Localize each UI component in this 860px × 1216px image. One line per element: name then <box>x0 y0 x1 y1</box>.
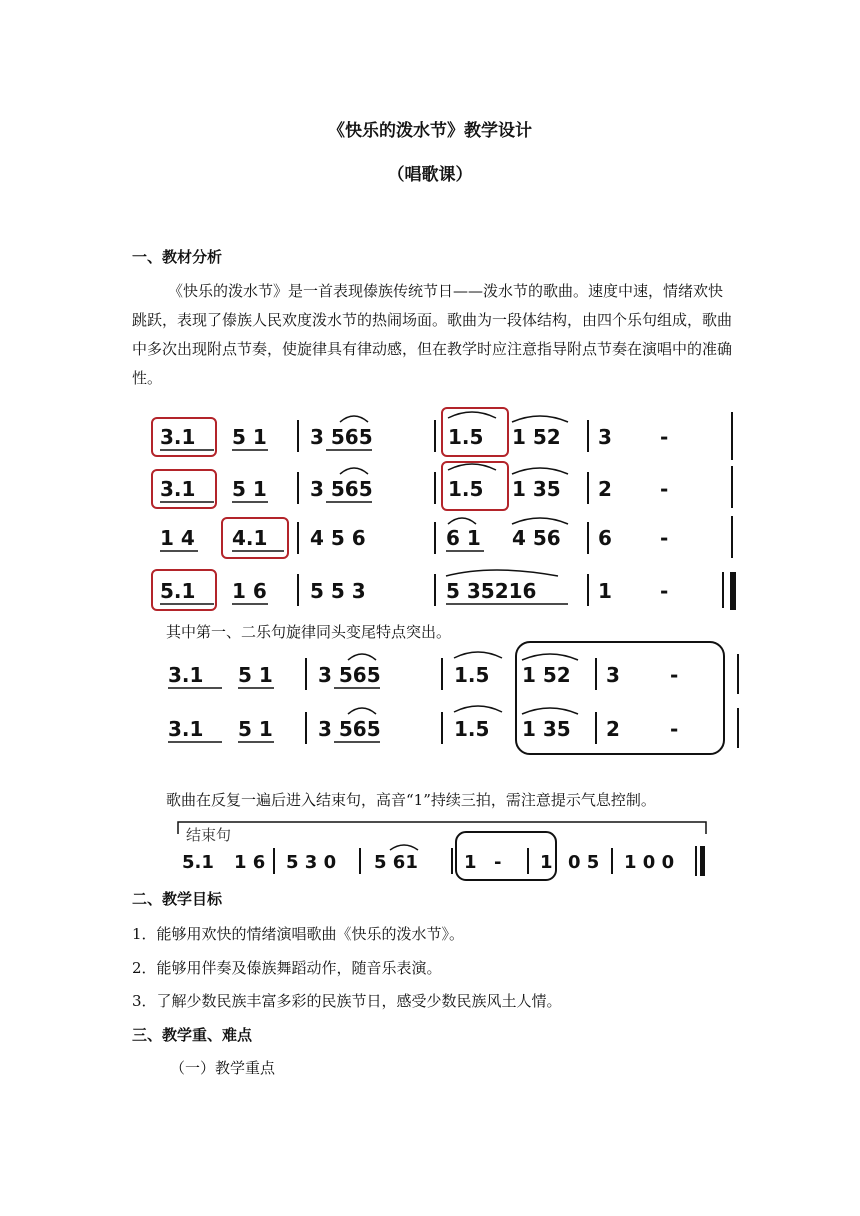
score2-r2-m1: 3.1 <box>168 717 204 741</box>
score1-r3-m1: 1 4 <box>160 526 195 550</box>
score1-r4-m6: - <box>660 579 669 603</box>
score2-r1-m1: 3.1 <box>168 663 204 687</box>
score1-r1-m7: - <box>660 425 669 449</box>
score3-m4: 5 61 <box>374 852 418 873</box>
score1-r3-m7: - <box>660 526 669 550</box>
analysis-text: 《快乐的泼水节》是一首表现傣族传统节日——泼水节的歌曲。速度中速，情绪欢快跳跃，表现了傣族人民欢度泼水节的热闹场面。歌曲为一段体结构，由四个乐句组成，歌曲中多次出现附点节奏，使旋律具有律动感，但在教学时应注意指导附点节奏在演唱中的准确性。 <box>132 282 733 387</box>
score3-m6: - <box>494 852 502 873</box>
score2-r1-m2: 5 1 <box>238 663 273 687</box>
ending-phrase-label: 结束句 <box>186 826 232 844</box>
score1-r1-m3: 3 565 <box>310 425 373 449</box>
score3-m2: 1 6 <box>234 852 266 873</box>
score2-r2-m3: 3 565 <box>318 717 381 741</box>
score1-r1-m4: 1.5 <box>448 425 484 449</box>
score1-r2-m7: - <box>660 477 669 501</box>
score-figure-1 <box>148 404 748 616</box>
document-title: 《快乐的泼水节》教学设计 <box>328 121 532 141</box>
goal-item-3: 3．了解少数民族丰富多彩的民族节日，感受少数民族风土人情。 <box>132 992 562 1010</box>
section-heading-analysis: 一、教材分析 <box>132 248 223 266</box>
score2-r2-m7: - <box>670 717 679 741</box>
score-figure-2 <box>160 640 760 758</box>
score1-r1-m1: 3.1 <box>160 425 196 449</box>
score1-r4-m1: 5.1 <box>160 579 196 603</box>
score1-r4-m5: 1 <box>598 579 612 603</box>
score2-r2-m4: 1.5 <box>454 717 490 741</box>
score1-r2-m1: 3.1 <box>160 477 196 501</box>
goal-item-1: 1．能够用欢快的情绪演唱歌曲《快乐的泼水节》。 <box>132 925 465 943</box>
score-figure-3 <box>176 818 716 884</box>
score2-r1-m3: 3 565 <box>318 663 381 687</box>
score1-r3-m2: 4.1 <box>232 526 268 550</box>
score1-r3-m4: 6 1 <box>446 526 481 550</box>
score-excerpt-four-phrases <box>148 404 748 616</box>
phrase-comparison-note: 其中第一、二乐句旋律同头变尾特点突出。 <box>166 623 452 641</box>
score1-r4-m3: 5 5 3 <box>310 579 366 603</box>
score1-r1-m6: 3 <box>598 425 612 449</box>
score1-r2-m2: 5 1 <box>232 477 267 501</box>
score1-r4-m2: 1 6 <box>232 579 267 603</box>
score-excerpt-ending <box>176 818 716 884</box>
document-subtitle: （唱歌课） <box>387 165 473 185</box>
score3-m8: 0 5 <box>568 852 600 873</box>
section-heading-goals: 二、教学目标 <box>132 890 223 908</box>
subsection-key-points: （一）教学重点 <box>170 1059 276 1077</box>
score1-r4-m4: 5 35216 <box>446 579 537 603</box>
score1-r3-m3: 4 5 6 <box>310 526 366 550</box>
score2-r2-m2: 5 1 <box>238 717 273 741</box>
score1-r3-m5: 4 56 <box>512 526 561 550</box>
analysis-paragraph <box>132 277 732 393</box>
score1-r2-m6: 2 <box>598 477 612 501</box>
score-excerpt-two-phrases <box>160 640 760 758</box>
score2-r1-m7: - <box>670 663 679 687</box>
ending-phrase-note: 歌曲在反复一遍后进入结束句，高音“1”持续三拍，需注意提示气息控制。 <box>166 791 656 809</box>
section-heading-key-points: 三、教学重、难点 <box>132 1026 253 1044</box>
score2-r1-m6: 3 <box>606 663 620 687</box>
score2-r2-m6: 2 <box>606 717 620 741</box>
goal-item-2: 2．能够用伴奏及傣族舞蹈动作，随音乐表演。 <box>132 959 442 977</box>
score2-r2-m5: 1 35 <box>522 717 571 741</box>
score1-r3-m6: 6 <box>598 526 612 550</box>
score1-r2-m3: 3 565 <box>310 477 373 501</box>
score1-r1-m5: 1 52 <box>512 425 561 449</box>
score3-m5: 1 <box>464 852 477 873</box>
score1-r2-m5: 1 35 <box>512 477 561 501</box>
score3-m9: 1 0 0 <box>624 852 675 873</box>
score3-m1: 5.1 <box>182 852 214 873</box>
score3-m7: 1 <box>540 852 553 873</box>
score1-r2-m4: 1.5 <box>448 477 484 501</box>
score3-m3: 5 3 0 <box>286 852 337 873</box>
score2-r1-m4: 1.5 <box>454 663 490 687</box>
score2-r1-m5: 1 52 <box>522 663 571 687</box>
score1-r1-m2: 5 1 <box>232 425 267 449</box>
